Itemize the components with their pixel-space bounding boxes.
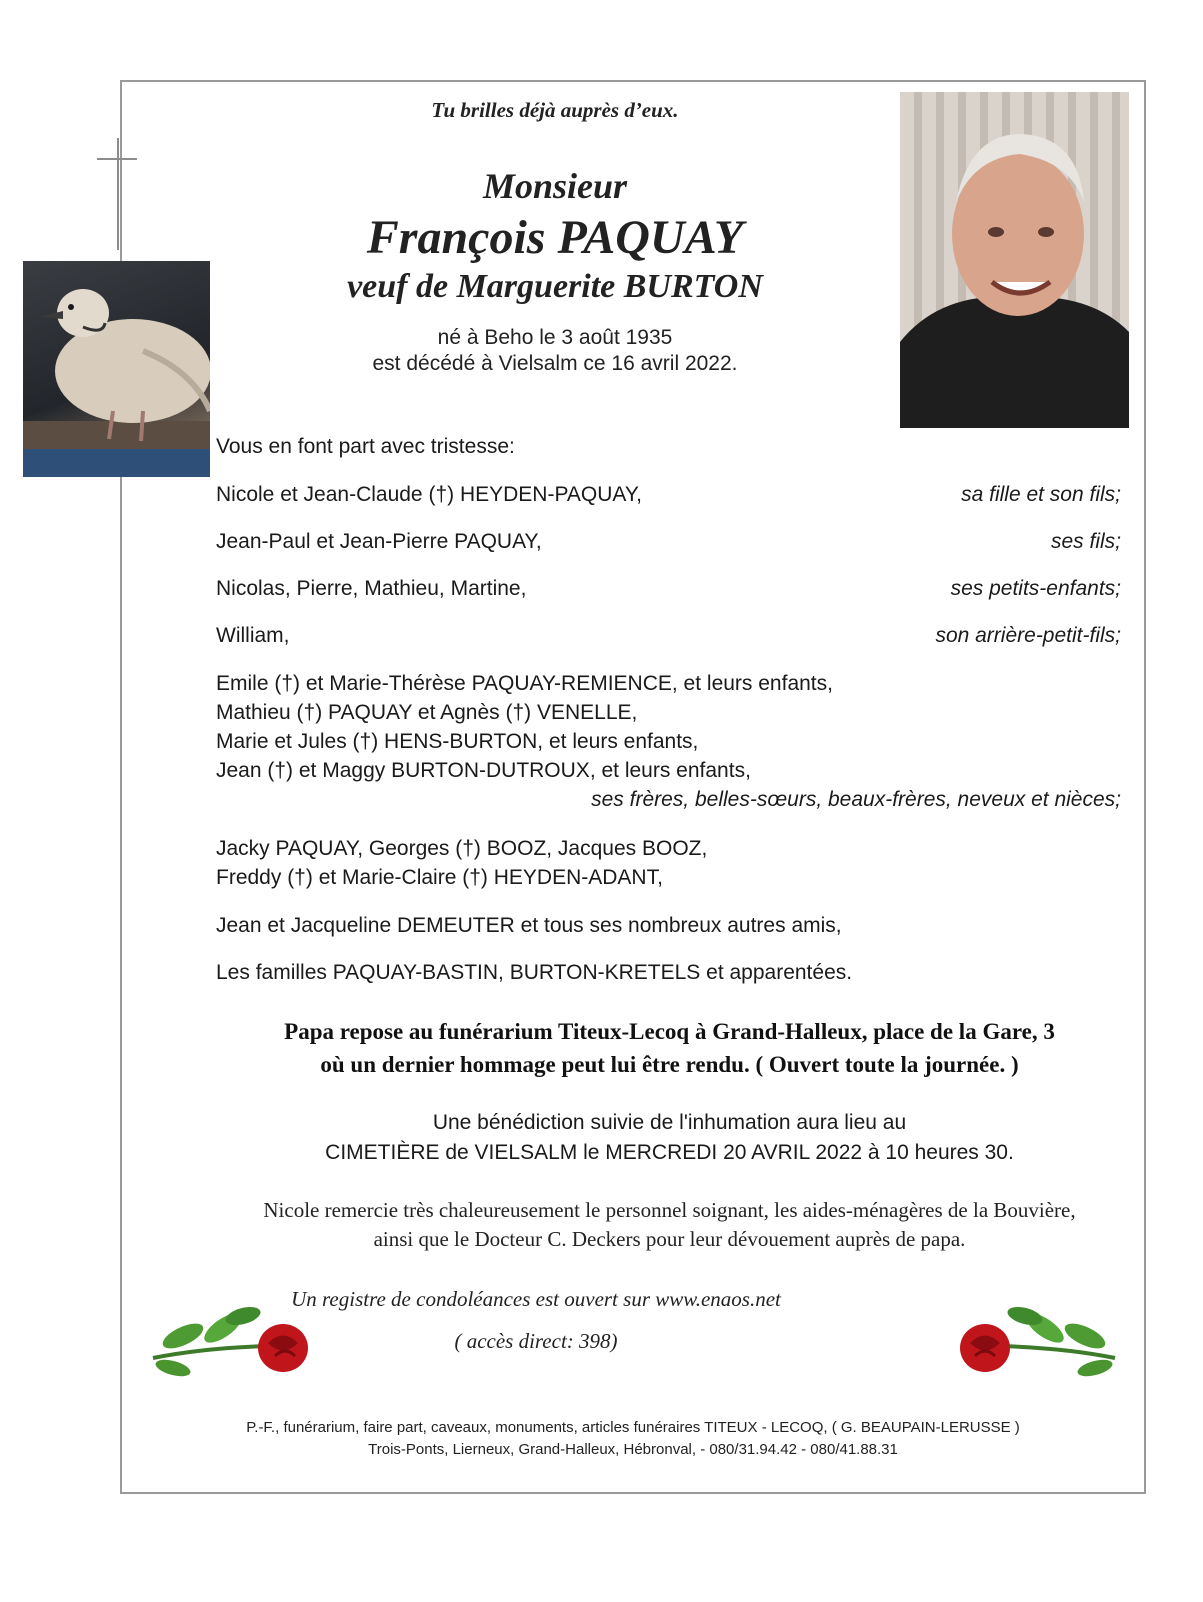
- demeuter-line: Jean et Jacqueline DEMEUTER et tous ses nombreux autres amis,: [216, 914, 842, 937]
- family-names: Jean-Paul et Jean-Pierre PAQUAY,: [216, 530, 542, 553]
- family-relation: son arrière-petit-fils;: [935, 624, 1121, 647]
- family-names: Nicolas, Pierre, Mathieu, Martine,: [216, 577, 527, 600]
- footer-line: Trois-Ponts, Lierneux, Grand-Halleux, Hébronval, - 080/31.94.42 - 080/41.88.31: [368, 1441, 898, 1458]
- ceremony-block: [120, 1108, 1203, 1168]
- sibling-line: Mathieu (†) PAQUAY et Agnès (†) VENELLE,: [216, 701, 638, 724]
- ceremony-line: CIMETIÈRE de VIELSALM le MERCREDI 20 AVRIL 2022 à 10 heures 30.: [325, 1141, 1014, 1164]
- rose-right-icon: [955, 1298, 1125, 1398]
- families-line: Les familles PAQUAY-BASTIN, BURTON-KRETELS et apparentées.: [216, 961, 853, 984]
- family-row: [216, 480, 1121, 509]
- family-relation: ses fils;: [1050, 530, 1121, 553]
- family-names: William,: [216, 624, 290, 647]
- honorific: Monsieur: [482, 166, 628, 206]
- family-row: [216, 621, 1121, 650]
- family-names: Nicole et Jean-Claude (†) HEYDEN-PAQUAY,: [216, 483, 642, 506]
- thanks-line: Nicole remercie très chaleureusement le personnel soignant, les aides-ménagères de la Bouvière,: [263, 1198, 1076, 1222]
- siblings-block: [216, 669, 1121, 814]
- funerarium-line: Papa repose au funérarium Titeux-Lecoq à Grand-Halleux, place de la Gare, 3: [284, 1019, 1055, 1044]
- funerarium-block: [120, 1015, 1203, 1081]
- registry-access: ( accès direct: 398): [454, 1329, 618, 1353]
- footer-block: [120, 1417, 1146, 1461]
- thanks-line: ainsi que le Docteur C. Deckers pour leur dévouement auprès de papa.: [373, 1227, 966, 1251]
- motto: Tu brilles déjà auprès d’eux.: [431, 98, 679, 122]
- siblings-relation: ses frères, belles-sœurs, beaux-frères, neveux et nièces;: [591, 788, 1121, 811]
- registry-line: Un registre de condoléances est ouvert sur www.enaos.net: [291, 1287, 781, 1311]
- spouse-line: veuf de Marguerite BURTON: [347, 268, 763, 305]
- family-row: [216, 574, 1121, 603]
- birth-line: né à Beho le 3 août 1935: [437, 326, 673, 349]
- thanks-block: [120, 1196, 1203, 1254]
- family-row: [216, 527, 1121, 556]
- sibling-line: Marie et Jules (†) HENS-BURTON, et leurs enfants,: [216, 730, 699, 753]
- funerarium-line: où un dernier hommage peut lui être rendu. ( Ouvert toute la journée. ): [320, 1052, 1019, 1077]
- rose-left-icon: [143, 1298, 313, 1398]
- cross-icon: [117, 138, 119, 250]
- sibling-line: Emile (†) et Marie-Thérèse PAQUAY-REMIENCE, et leurs enfants,: [216, 672, 833, 695]
- friends-line: Freddy (†) et Marie-Claire (†) HEYDEN-ADANT,: [216, 866, 663, 889]
- intro-line: Vous en font part avec tristesse:: [216, 435, 515, 458]
- footer-line: P.-F., funérarium, faire part, caveaux, monuments, articles funéraires TITEUX - LECOQ, ( G. BEAUPAIN-LERUSSE ): [246, 1419, 1020, 1436]
- death-line: est décédé à Vielsalm ce 16 avril 2022.: [372, 352, 738, 375]
- family-relation: ses petits-enfants;: [950, 577, 1121, 600]
- ceremony-line: Une bénédiction suivie de l'inhumation aura lieu au: [432, 1111, 907, 1134]
- friends-line: Jacky PAQUAY, Georges (†) BOOZ, Jacques BOOZ,: [216, 837, 708, 860]
- sibling-line: Jean (†) et Maggy BURTON-DUTROUX, et leurs enfants,: [216, 759, 751, 782]
- family-relation: sa fille et son fils;: [961, 483, 1121, 506]
- deceased-name: François PAQUAY: [366, 211, 744, 264]
- friends-block: [216, 834, 1121, 892]
- cross-icon-bar: [97, 158, 137, 160]
